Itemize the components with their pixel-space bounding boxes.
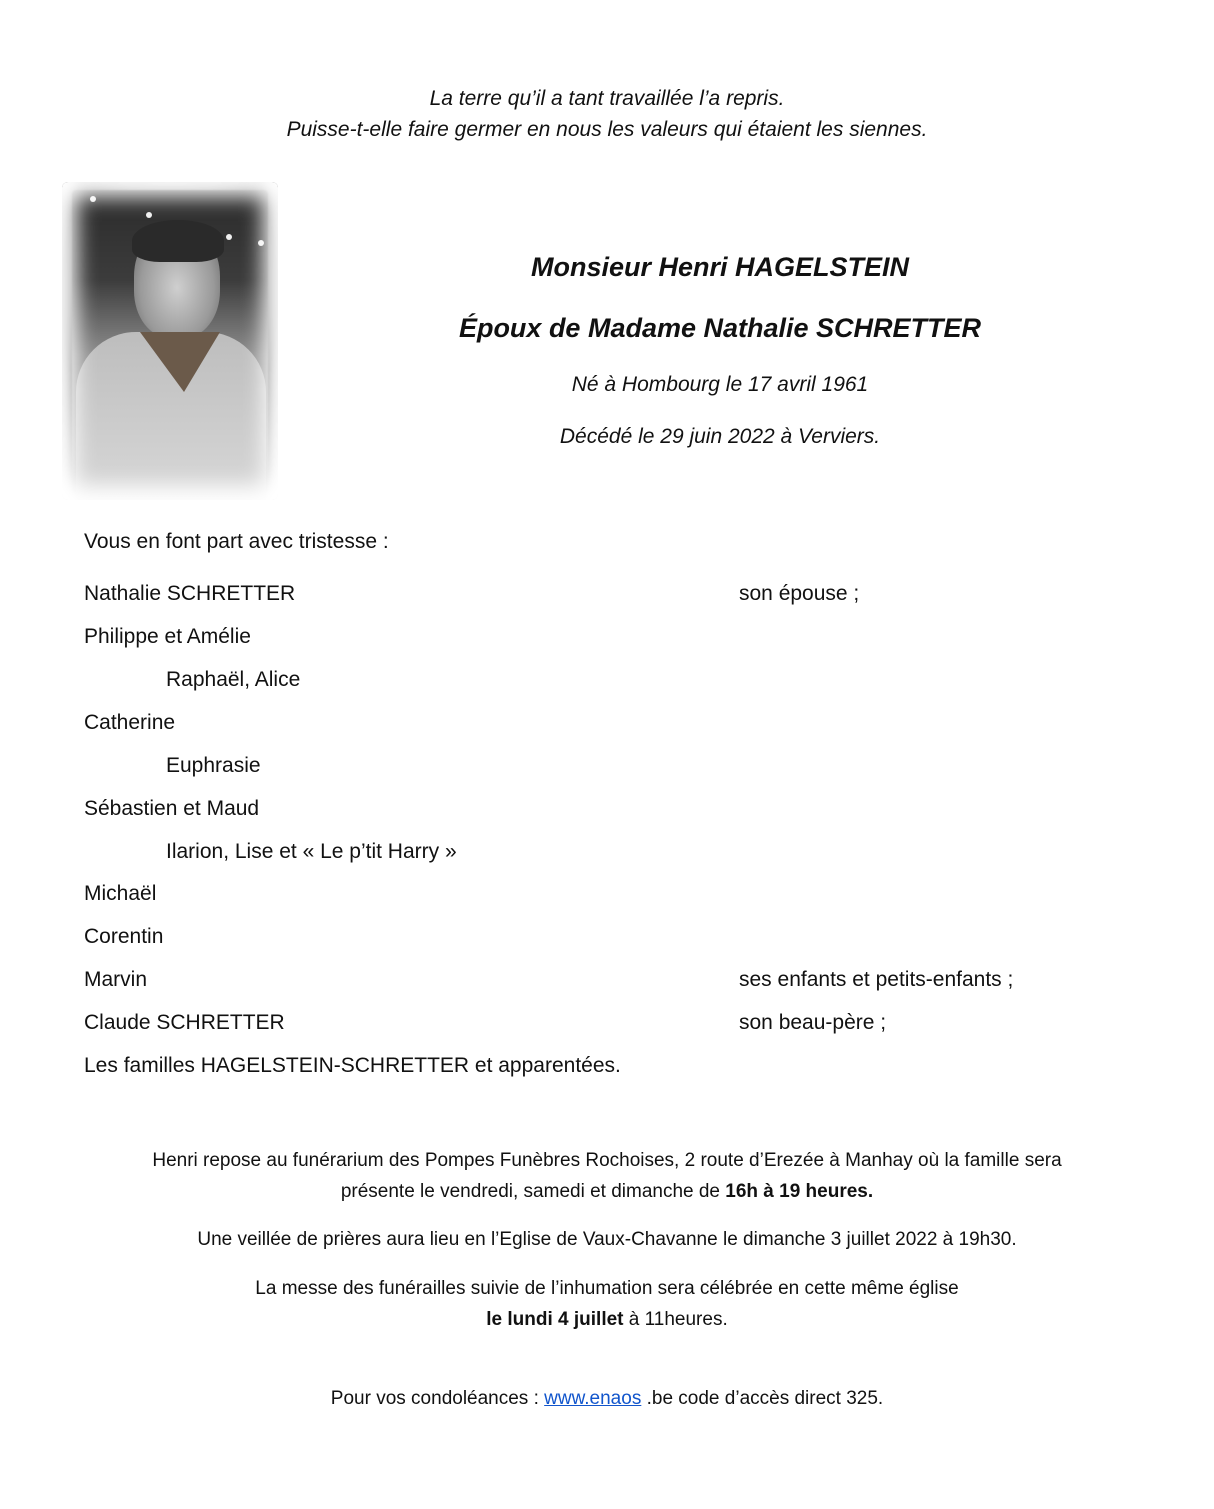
family-name-8: Michaël xyxy=(84,882,157,905)
family-name-12: Les familles HAGELSTEIN-SCHRETTER et apparentées. xyxy=(84,1054,621,1077)
intro-text: Vous en font part avec tristesse : xyxy=(84,530,389,553)
spouse-line: Époux de Madame Nathalie SCHRETTER xyxy=(458,313,982,343)
family-name-7: Ilarion, Lise et « Le p’tit Harry » xyxy=(166,840,457,863)
vigil-line: Une veillée de prières aura lieu en l’Eglise de Vaux-Chavanne le dimanche 3 juillet 2022 à 19h30. xyxy=(197,1229,1017,1250)
family-role-1: son épouse ; xyxy=(739,582,860,605)
funerarium-line-2 xyxy=(0,1176,1214,1207)
family-name-10: Marvin xyxy=(84,968,148,991)
birth-line: Né à Hombourg le 17 avril 1961 xyxy=(571,373,869,396)
family-name-5: Euphrasie xyxy=(166,754,261,777)
family-name-4: Catherine xyxy=(84,711,176,734)
condolences-link[interactable]: www.enaos xyxy=(544,1388,642,1409)
death-line: Décédé le 29 juin 2022 à Verviers. xyxy=(559,425,881,448)
funerarium-line-1: Henri repose au funérarium des Pompes Funèbres Rochoises, 2 route d’Erezée à Manhay où la famille sera xyxy=(152,1150,1062,1171)
portrait-photo xyxy=(62,182,278,500)
mass-date: le lundi 4 juillet xyxy=(486,1309,624,1330)
family-name-2: Philippe et Amélie xyxy=(84,625,251,648)
family-name-6: Sébastien et Maud xyxy=(84,797,260,820)
family-name-3: Raphaël, Alice xyxy=(166,668,301,691)
family-role-10: ses enfants et petits-enfants ; xyxy=(739,968,1014,991)
mass-line-2 xyxy=(0,1304,1214,1335)
funerarium-text: présente le vendredi, samedi et dimanche de xyxy=(340,1181,726,1202)
condolences-line xyxy=(0,1383,1214,1414)
family-name-9: Corentin xyxy=(84,925,164,948)
quote-line-1: La terre qu’il a tant travaillée l’a repris. xyxy=(429,87,785,110)
family-name-1: Nathalie SCHRETTER xyxy=(84,582,296,605)
condolences-text: Pour vos condoléances : xyxy=(330,1388,545,1409)
funerarium-hours: 16h à 19 heures. xyxy=(725,1181,874,1202)
condolences-access-code: .be code d’accès direct 325. xyxy=(641,1388,884,1409)
family-role-11: son beau-père ; xyxy=(739,1011,887,1034)
quote-line-2: Puisse-t-elle faire germer en nous les valeurs qui étaient les siennes. xyxy=(286,118,928,141)
mass-line-1: La messe des funérailles suivie de l’inhumation sera célébrée en cette même église xyxy=(255,1278,959,1299)
deceased-name: Monsieur Henri HAGELSTEIN xyxy=(530,252,910,282)
mass-time: à 11heures. xyxy=(623,1309,728,1330)
family-name-11: Claude SCHRETTER xyxy=(84,1011,285,1034)
